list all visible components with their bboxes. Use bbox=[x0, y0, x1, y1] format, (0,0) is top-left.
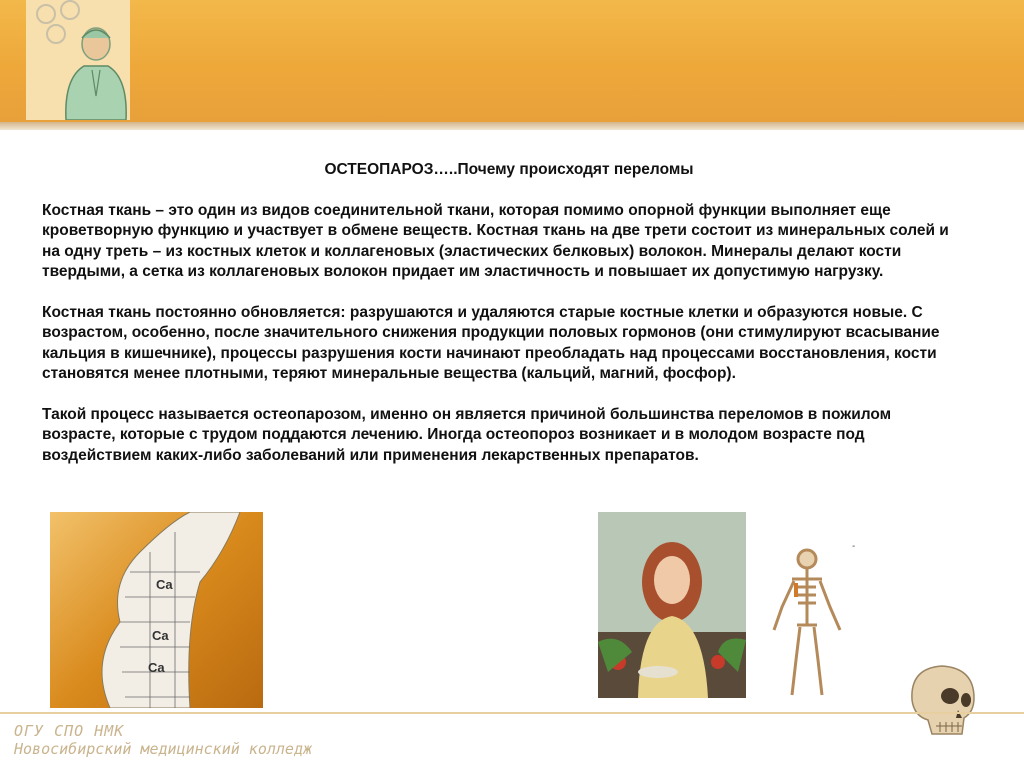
woman-cooking-image bbox=[598, 512, 746, 698]
skeleton-image bbox=[762, 545, 852, 700]
skull-image bbox=[902, 660, 982, 738]
paragraph-bone-tissue: Костная ткань – это один из видов соединительной ткани, которая помимо опорной функции выполняет еще кроветворную функцию и участвует в обмене веществ. Костная ткань на две трети состоит из минеральных солей и на одну треть – из костных клеток и коллагеновых (эластических белковых) волокон. Минералы делают кости твердыми, а сетка из коллагеновых волокон придает им эластичность и повышает их допустимую нагрузку. bbox=[42, 201, 949, 280]
footer-college: Новосибирский медицинский колледж bbox=[14, 740, 313, 758]
doctor-illustration bbox=[26, 0, 130, 120]
footer-divider bbox=[0, 712, 1024, 714]
header-logo bbox=[26, 0, 130, 120]
paragraph-renewal: Костная ткань постоянно обновляется: разрушаются и удаляются старые костные клетки и образуются новые. С возрастом, особенно, после значительного снижения продукции половых гормонов (они стимулируют всасывание кальция в кишечнике), процессы разрушения кости начинают преобладать над процессами восстановления, кости становятся менее плотными, теряют минеральные вещества (кальций, магний, фосфор). bbox=[42, 303, 940, 382]
calcium-label: Ca bbox=[148, 660, 165, 675]
paragraph-osteoporosis: Такой процесс называется остеопарозом, именно он является причиной большинства переломов в пожилом возрасте, которые с трудом поддаются лечению. Иногда остеопороз возникает и в молодом возрасте под воздействием каких-либо заболеваний или применения лекарственных препаратов. bbox=[42, 405, 892, 464]
header-divider bbox=[0, 122, 1024, 130]
calcium-label: Ca bbox=[156, 577, 173, 592]
footer-org: ОГУ СПО НМК bbox=[14, 722, 125, 740]
body-calcium-image bbox=[50, 512, 263, 708]
stray-mark: - bbox=[852, 541, 856, 552]
header-band bbox=[0, 0, 1024, 122]
calcium-label: Ca bbox=[152, 628, 169, 643]
slide-content bbox=[42, 160, 962, 486]
footer bbox=[14, 722, 312, 758]
slide-title: ОСТЕОПАРОЗ…..Почему происходят переломы bbox=[324, 161, 694, 178]
